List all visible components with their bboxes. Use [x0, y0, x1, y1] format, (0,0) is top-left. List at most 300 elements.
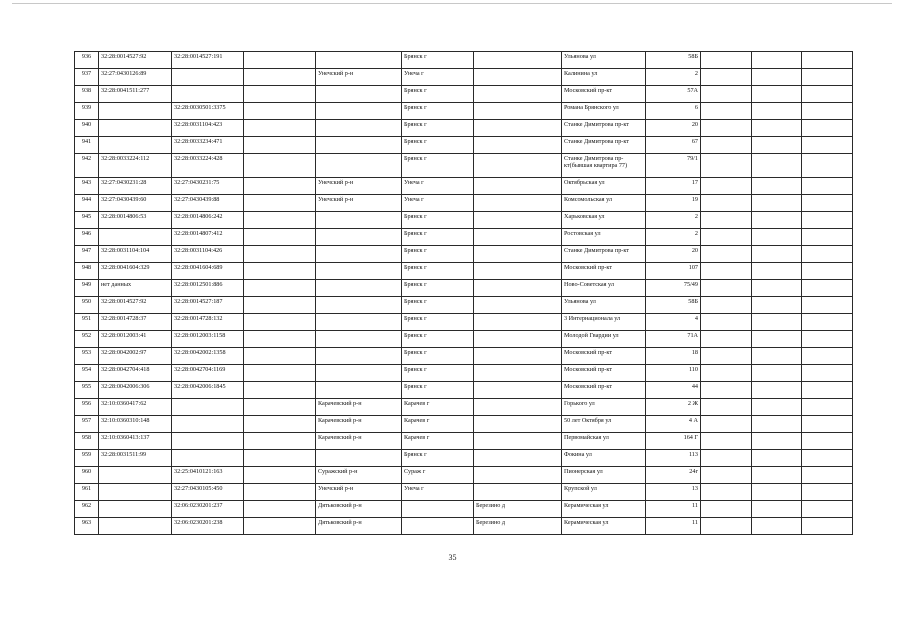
- cell-settlement: [474, 450, 562, 467]
- cell-city: Брянск г: [402, 297, 474, 314]
- cell-empty: [752, 52, 802, 69]
- cell-empty: [701, 195, 752, 212]
- registry-table: [74, 51, 853, 535]
- cell-house: 107: [646, 263, 701, 280]
- cell-settlement: [474, 348, 562, 365]
- cell-street: Ульянова ул: [562, 52, 646, 69]
- cell-n: 955: [75, 382, 99, 399]
- cell-district: [316, 348, 402, 365]
- cell-district: [316, 229, 402, 246]
- cell-c1: 32:28:0041604:329: [99, 263, 172, 280]
- cell-district: [316, 137, 402, 154]
- cell-house: 4: [646, 314, 701, 331]
- cell-street: Московский пр-кт: [562, 263, 646, 280]
- cell-settlement: [474, 382, 562, 399]
- cell-c1: [99, 501, 172, 518]
- cell-street: Пионерская ул: [562, 467, 646, 484]
- cell-settlement: [474, 195, 562, 212]
- cell-empty: [701, 120, 752, 137]
- cell-empty: [752, 154, 802, 178]
- cell-house: 2: [646, 212, 701, 229]
- cell-empty: [701, 246, 752, 263]
- cell-settlement: [474, 467, 562, 484]
- cell-empty: [244, 52, 316, 69]
- cell-empty: [802, 263, 853, 280]
- cell-district: [316, 314, 402, 331]
- cell-district: [316, 331, 402, 348]
- cell-empty: [802, 501, 853, 518]
- cell-empty: [244, 416, 316, 433]
- cell-settlement: [474, 399, 562, 416]
- table-row: [75, 348, 853, 365]
- cell-empty: [701, 178, 752, 195]
- cell-empty: [752, 433, 802, 450]
- cell-empty: [752, 331, 802, 348]
- cell-street: Московский пр-кт: [562, 348, 646, 365]
- cell-c2: 32:28:0042006:1845: [172, 382, 244, 399]
- cell-house: 44: [646, 382, 701, 399]
- cell-empty: [244, 314, 316, 331]
- cell-empty: [752, 86, 802, 103]
- cell-settlement: Березино д: [474, 501, 562, 518]
- cell-settlement: [474, 229, 562, 246]
- cell-empty: [802, 348, 853, 365]
- cell-city: Унеча г: [402, 195, 474, 212]
- cell-house: 11: [646, 501, 701, 518]
- cell-empty: [244, 120, 316, 137]
- cell-c2: [172, 399, 244, 416]
- cell-city: Карачев г: [402, 416, 474, 433]
- cell-empty: [701, 365, 752, 382]
- cell-empty: [802, 69, 853, 86]
- cell-n: 946: [75, 229, 99, 246]
- cell-c2: 32:28:0033234:471: [172, 137, 244, 154]
- cell-empty: [701, 450, 752, 467]
- cell-empty: [244, 518, 316, 535]
- cell-empty: [701, 348, 752, 365]
- cell-c2: 32:27:0430439:88: [172, 195, 244, 212]
- cell-house: 20: [646, 246, 701, 263]
- cell-empty: [752, 229, 802, 246]
- cell-empty: [802, 246, 853, 263]
- cell-c1: 32:28:0042704:418: [99, 365, 172, 382]
- cell-district: Карачевский р-н: [316, 416, 402, 433]
- cell-city: Брянск г: [402, 450, 474, 467]
- cell-city: Брянск г: [402, 348, 474, 365]
- cell-c2: 32:28:0042002:1358: [172, 348, 244, 365]
- table-row: [75, 246, 853, 263]
- cell-empty: [752, 212, 802, 229]
- table-row: [75, 280, 853, 297]
- cell-empty: [244, 365, 316, 382]
- cell-c1: 32:10:0360413:137: [99, 433, 172, 450]
- cell-empty: [701, 212, 752, 229]
- cell-empty: [244, 195, 316, 212]
- cell-empty: [701, 467, 752, 484]
- page-top-edge: [12, 3, 892, 4]
- cell-district: Унечский р-н: [316, 484, 402, 501]
- cell-c2: 32:28:0014527:187: [172, 297, 244, 314]
- cell-settlement: [474, 154, 562, 178]
- cell-city: Брянск г: [402, 365, 474, 382]
- cell-city: Карачев г: [402, 433, 474, 450]
- cell-district: Унечский р-н: [316, 69, 402, 86]
- cell-district: [316, 280, 402, 297]
- cell-settlement: [474, 52, 562, 69]
- cell-c2: 32:28:0042704:1169: [172, 365, 244, 382]
- cell-c1: [99, 229, 172, 246]
- cell-c2: 32:06:0230201:237: [172, 501, 244, 518]
- cell-house: 6: [646, 103, 701, 120]
- cell-empty: [752, 501, 802, 518]
- cell-empty: [244, 280, 316, 297]
- cell-n: 936: [75, 52, 99, 69]
- cell-c2: 32:28:0014807:412: [172, 229, 244, 246]
- cell-city: Брянск г: [402, 246, 474, 263]
- cell-c2: 32:28:0014728:132: [172, 314, 244, 331]
- cell-empty: [701, 484, 752, 501]
- cell-house: 164 Г: [646, 433, 701, 450]
- cell-empty: [244, 297, 316, 314]
- cell-n: 952: [75, 331, 99, 348]
- cell-city: Брянск г: [402, 52, 474, 69]
- cell-c1: 32:28:0031511:99: [99, 450, 172, 467]
- cell-empty: [802, 137, 853, 154]
- cell-c1: 32:28:0014527:92: [99, 52, 172, 69]
- cell-n: 938: [75, 86, 99, 103]
- cell-city: Брянск г: [402, 314, 474, 331]
- cell-street: Комсомольская ул: [562, 195, 646, 212]
- cell-empty: [802, 195, 853, 212]
- cell-empty: [752, 280, 802, 297]
- cell-empty: [802, 212, 853, 229]
- cell-district: [316, 52, 402, 69]
- cell-c1: [99, 467, 172, 484]
- cell-c2: [172, 433, 244, 450]
- cell-empty: [701, 280, 752, 297]
- cell-c2: 32:28:0014806:242: [172, 212, 244, 229]
- cell-c1: 32:28:0014728:37: [99, 314, 172, 331]
- cell-empty: [701, 501, 752, 518]
- cell-c2: 32:25:0410121:163: [172, 467, 244, 484]
- cell-c1: 32:27:0430231:28: [99, 178, 172, 195]
- cell-street: Крупской ул: [562, 484, 646, 501]
- cell-district: [316, 450, 402, 467]
- cell-settlement: [474, 280, 562, 297]
- cell-street: Фокина ул: [562, 450, 646, 467]
- cell-house: 110: [646, 365, 701, 382]
- cell-district: [316, 246, 402, 263]
- page-number: 35: [448, 553, 457, 562]
- table-row: [75, 154, 853, 178]
- cell-empty: [752, 518, 802, 535]
- cell-empty: [802, 433, 853, 450]
- cell-city: Брянск г: [402, 120, 474, 137]
- table-row: [75, 229, 853, 246]
- cell-street: Московский пр-кт: [562, 365, 646, 382]
- cell-district: [316, 365, 402, 382]
- cell-house: 19: [646, 195, 701, 212]
- cell-empty: [752, 416, 802, 433]
- cell-empty: [802, 331, 853, 348]
- cell-city: Сураж г: [402, 467, 474, 484]
- cell-empty: [244, 382, 316, 399]
- cell-street: Московский пр-кт: [562, 86, 646, 103]
- cell-c2: 32:28:0012003:1158: [172, 331, 244, 348]
- cell-house: 2: [646, 229, 701, 246]
- cell-city: Брянск г: [402, 137, 474, 154]
- cell-district: Дятьковский р-н: [316, 518, 402, 535]
- cell-city: Унеча г: [402, 484, 474, 501]
- cell-c1: 32:28:0031104:104: [99, 246, 172, 263]
- table-row: [75, 212, 853, 229]
- cell-empty: [802, 154, 853, 178]
- table-row: [75, 365, 853, 382]
- cell-n: 937: [75, 69, 99, 86]
- cell-house: 58Б: [646, 52, 701, 69]
- cell-street: Станке Димитрова пр-кт: [562, 246, 646, 263]
- cell-empty: [244, 348, 316, 365]
- table-row: [75, 137, 853, 154]
- cell-empty: [701, 69, 752, 86]
- cell-empty: [802, 52, 853, 69]
- cell-street: Романа Брянского ул: [562, 103, 646, 120]
- cell-n: 948: [75, 263, 99, 280]
- cell-empty: [701, 263, 752, 280]
- cell-empty: [701, 297, 752, 314]
- cell-empty: [802, 484, 853, 501]
- cell-empty: [802, 518, 853, 535]
- cell-c1: 32:28:0033224:112: [99, 154, 172, 178]
- cell-house: 71А: [646, 331, 701, 348]
- cell-district: Унечский р-н: [316, 178, 402, 195]
- cell-street: Ростовская ул: [562, 229, 646, 246]
- cell-empty: [752, 120, 802, 137]
- cell-settlement: [474, 120, 562, 137]
- cell-c1: 32:28:0012003:41: [99, 331, 172, 348]
- cell-empty: [752, 314, 802, 331]
- cell-empty: [752, 137, 802, 154]
- cell-district: [316, 120, 402, 137]
- cell-empty: [752, 246, 802, 263]
- cell-district: Карачевский р-н: [316, 433, 402, 450]
- cell-settlement: [474, 86, 562, 103]
- cell-settlement: [474, 314, 562, 331]
- table-row: [75, 382, 853, 399]
- cell-house: 20: [646, 120, 701, 137]
- cell-empty: [244, 399, 316, 416]
- cell-street: 50 лет Октября ул: [562, 416, 646, 433]
- cell-empty: [244, 501, 316, 518]
- cell-empty: [802, 416, 853, 433]
- cell-n: 947: [75, 246, 99, 263]
- table-row: [75, 433, 853, 450]
- cell-n: 957: [75, 416, 99, 433]
- cell-n: 939: [75, 103, 99, 120]
- cell-city: Брянск г: [402, 229, 474, 246]
- cell-empty: [701, 229, 752, 246]
- cell-street: Ново-Советская ул: [562, 280, 646, 297]
- cell-c1: 32:27:0430439:60: [99, 195, 172, 212]
- cell-district: [316, 382, 402, 399]
- cell-n: 958: [75, 433, 99, 450]
- cell-c1: [99, 137, 172, 154]
- cell-empty: [802, 229, 853, 246]
- table-row: [75, 314, 853, 331]
- table-row: [75, 103, 853, 120]
- cell-c1: 32:27:0430126:89: [99, 69, 172, 86]
- cell-n: 954: [75, 365, 99, 382]
- cell-empty: [752, 195, 802, 212]
- cell-n: 962: [75, 501, 99, 518]
- cell-c2: 32:28:0014527:191: [172, 52, 244, 69]
- cell-empty: [802, 467, 853, 484]
- table-row: [75, 120, 853, 137]
- cell-empty: [752, 348, 802, 365]
- cell-district: [316, 212, 402, 229]
- cell-c1: [99, 103, 172, 120]
- cell-house: 57А: [646, 86, 701, 103]
- cell-c1: 32:28:0014527:92: [99, 297, 172, 314]
- cell-street: Октябрьская ул: [562, 178, 646, 195]
- cell-street: Керамическая ул: [562, 501, 646, 518]
- cell-empty: [752, 450, 802, 467]
- cell-c2: 32:27:0430231:75: [172, 178, 244, 195]
- cell-empty: [802, 120, 853, 137]
- cell-house: 2: [646, 69, 701, 86]
- cell-settlement: Березино д: [474, 518, 562, 535]
- cell-c1: [99, 518, 172, 535]
- table-row: [75, 518, 853, 535]
- table-row: [75, 331, 853, 348]
- cell-empty: [244, 86, 316, 103]
- table-row: [75, 263, 853, 280]
- cell-city: Брянск г: [402, 103, 474, 120]
- table-row: [75, 416, 853, 433]
- cell-empty: [244, 137, 316, 154]
- cell-n: 941: [75, 137, 99, 154]
- cell-n: 943: [75, 178, 99, 195]
- cell-c1: 32:28:0042002:97: [99, 348, 172, 365]
- cell-house: 11: [646, 518, 701, 535]
- cell-c1: 32:28:0041511:277: [99, 86, 172, 103]
- cell-empty: [752, 399, 802, 416]
- cell-c1: нет данных: [99, 280, 172, 297]
- table-row: [75, 178, 853, 195]
- cell-empty: [701, 399, 752, 416]
- cell-settlement: [474, 297, 562, 314]
- cell-settlement: [474, 137, 562, 154]
- cell-house: 18: [646, 348, 701, 365]
- cell-house: 113: [646, 450, 701, 467]
- cell-c2: 32:06:0230201:238: [172, 518, 244, 535]
- cell-n: 950: [75, 297, 99, 314]
- cell-empty: [802, 178, 853, 195]
- cell-city: Карачев г: [402, 399, 474, 416]
- cell-empty: [244, 103, 316, 120]
- cell-empty: [701, 314, 752, 331]
- cell-city: Брянск г: [402, 154, 474, 178]
- cell-house: 75/49: [646, 280, 701, 297]
- cell-street: Станке Димитрова пр-кт: [562, 137, 646, 154]
- cell-empty: [752, 263, 802, 280]
- cell-district: Суражский р-н: [316, 467, 402, 484]
- cell-empty: [802, 103, 853, 120]
- cell-c2: 32:28:0033224:428: [172, 154, 244, 178]
- cell-empty: [244, 331, 316, 348]
- cell-empty: [752, 103, 802, 120]
- cell-empty: [701, 331, 752, 348]
- cell-n: 961: [75, 484, 99, 501]
- cell-c2: 32:28:0031104:423: [172, 120, 244, 137]
- cell-c2: 32:28:0030501:3375: [172, 103, 244, 120]
- cell-empty: [752, 382, 802, 399]
- table-row: [75, 484, 853, 501]
- table-body: [75, 52, 853, 535]
- cell-c2: [172, 86, 244, 103]
- cell-street: 3 Интернационала ул: [562, 314, 646, 331]
- cell-c1: 32:10:0360417:62: [99, 399, 172, 416]
- cell-n: 951: [75, 314, 99, 331]
- cell-c2: [172, 69, 244, 86]
- cell-empty: [752, 365, 802, 382]
- cell-district: Карачевский р-н: [316, 399, 402, 416]
- cell-empty: [752, 297, 802, 314]
- cell-n: 949: [75, 280, 99, 297]
- cell-district: Дятьковский р-н: [316, 501, 402, 518]
- cell-c2: [172, 450, 244, 467]
- cell-city: Брянск г: [402, 263, 474, 280]
- cell-empty: [802, 86, 853, 103]
- cell-empty: [244, 69, 316, 86]
- cell-settlement: [474, 416, 562, 433]
- cell-empty: [802, 382, 853, 399]
- cell-c2: 32:28:0031104:426: [172, 246, 244, 263]
- cell-empty: [701, 518, 752, 535]
- cell-empty: [752, 69, 802, 86]
- cell-settlement: [474, 103, 562, 120]
- cell-settlement: [474, 331, 562, 348]
- cell-empty: [701, 154, 752, 178]
- cell-city: Брянск г: [402, 331, 474, 348]
- cell-empty: [802, 365, 853, 382]
- cell-city: Брянск г: [402, 86, 474, 103]
- cell-empty: [244, 212, 316, 229]
- cell-district: [316, 103, 402, 120]
- table-row: [75, 297, 853, 314]
- cell-empty: [701, 433, 752, 450]
- cell-house: 2 Ж: [646, 399, 701, 416]
- cell-house: 24г: [646, 467, 701, 484]
- table-row: [75, 195, 853, 212]
- cell-street: Ульянова ул: [562, 297, 646, 314]
- cell-street: Первомайская ул: [562, 433, 646, 450]
- cell-empty: [701, 103, 752, 120]
- cell-empty: [802, 297, 853, 314]
- cell-house: 13: [646, 484, 701, 501]
- cell-empty: [244, 484, 316, 501]
- cell-settlement: [474, 178, 562, 195]
- cell-n: 940: [75, 120, 99, 137]
- cell-district: [316, 263, 402, 280]
- cell-c1: [99, 120, 172, 137]
- cell-empty: [802, 399, 853, 416]
- cell-street: Калинина ул: [562, 69, 646, 86]
- cell-empty: [244, 263, 316, 280]
- cell-street: Керамическая ул: [562, 518, 646, 535]
- cell-empty: [244, 433, 316, 450]
- table-row: [75, 399, 853, 416]
